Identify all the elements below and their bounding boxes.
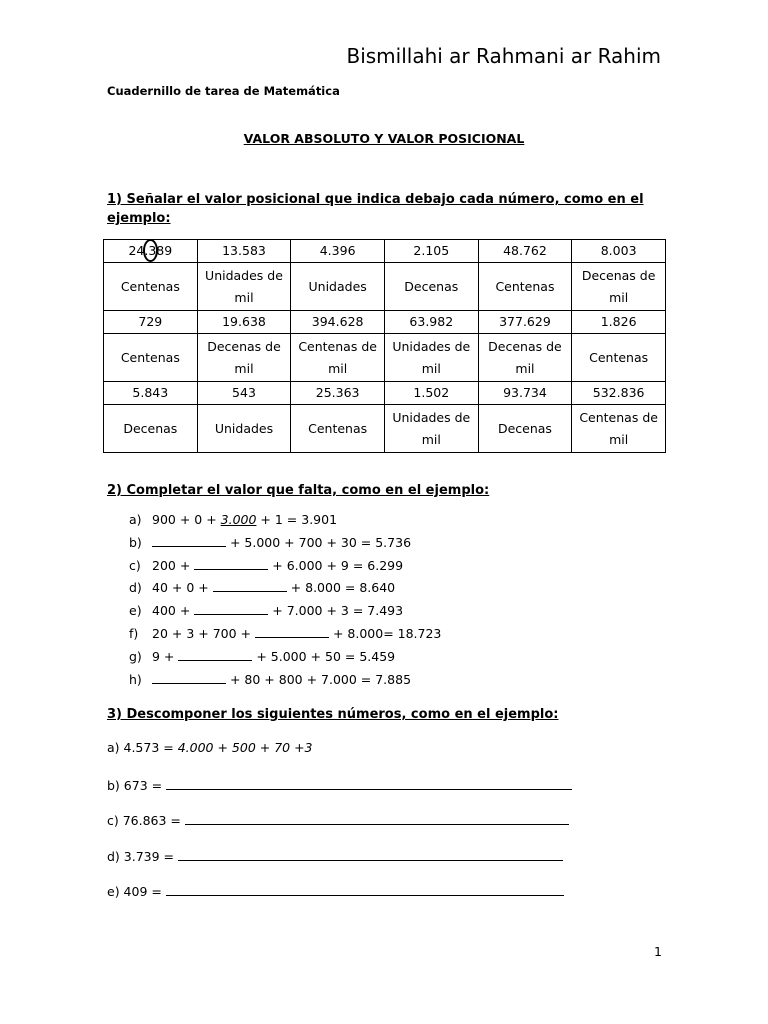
decomposition-label: b) 673 =	[107, 778, 167, 793]
table-cell: 63.982	[384, 311, 478, 334]
item-before: 9 +	[152, 648, 179, 664]
table-cell: 394.628	[291, 311, 385, 334]
notebook-subtitle: Cuadernillo de tarea de Matemática	[107, 84, 340, 98]
decomposition-item	[107, 776, 572, 793]
table-cell: 13.583	[197, 240, 291, 263]
item-before: 200 +	[152, 557, 195, 573]
item-after: + 1 = 3.901	[256, 512, 338, 527]
decomposition-item	[107, 811, 569, 828]
table-row-positions	[104, 334, 666, 382]
section-2-heading: 2) Completar el valor que falta, como en el ejemplo:	[107, 483, 490, 498]
table-cell: Unidades	[291, 263, 385, 311]
table-cell: Decenas de mil	[572, 263, 666, 311]
answer-blank[interactable]	[185, 811, 569, 825]
table-cell: 2.105	[384, 240, 478, 263]
answer-blank[interactable]	[166, 882, 564, 896]
table-cell: Centenas de mil	[291, 334, 385, 382]
list-item	[129, 600, 441, 623]
table-cell: 543	[197, 382, 291, 405]
answer-blank[interactable]	[178, 647, 252, 661]
item-letter: b)	[129, 534, 142, 550]
item-before: 900 + 0 +	[152, 512, 221, 527]
completion-list	[129, 509, 441, 691]
decomposition-example	[107, 740, 313, 755]
table-cell: 1.502	[384, 382, 478, 405]
page-header: Bismillahi ar Rahmani ar Rahim	[346, 44, 661, 68]
decomposition-item	[107, 847, 563, 864]
table-row-numbers	[104, 240, 666, 263]
table-cell: Unidades de mil	[384, 405, 478, 453]
table-cell: 19.638	[197, 311, 291, 334]
place-value-table	[103, 239, 666, 453]
table-row-positions	[104, 405, 666, 453]
table-cell: Unidades de mil	[197, 263, 291, 311]
table-cell: Centenas de mil	[572, 405, 666, 453]
table-cell: 48.762	[478, 240, 572, 263]
answer-blank[interactable]	[178, 847, 563, 861]
table-cell: Centenas	[478, 263, 572, 311]
decomposition-item	[107, 882, 564, 899]
table-cell: Centenas	[104, 334, 198, 382]
answer-blank[interactable]	[255, 624, 329, 638]
table-cell: Centenas	[572, 334, 666, 382]
table-cell: 8.003	[572, 240, 666, 263]
item-after: + 7.000 + 3 = 7.493	[268, 603, 404, 619]
item-before: 20 + 3 + 700 +	[152, 625, 255, 641]
answer-blank[interactable]	[152, 533, 226, 547]
decomposition-label: e) 409 =	[107, 884, 166, 899]
table-cell: 5.843	[104, 382, 198, 405]
table-cell: Decenas	[104, 405, 198, 453]
answer-blank[interactable]	[213, 578, 287, 592]
list-item	[129, 577, 441, 600]
answer-blank[interactable]	[194, 556, 268, 570]
table-row-positions	[104, 263, 666, 311]
table-cell: 1.826	[572, 311, 666, 334]
table-cell: 729	[104, 311, 198, 334]
list-item	[129, 669, 441, 692]
item-after: + 5.000 + 50 = 5.459	[252, 648, 396, 664]
table-cell: Decenas de mil	[197, 334, 291, 382]
item-letter: e)	[129, 603, 142, 619]
list-item	[129, 623, 441, 646]
item-before: 40 + 0 +	[152, 580, 213, 596]
item-after: + 80 + 800 + 7.000 = 7.885	[226, 671, 412, 687]
page-number: 1	[654, 944, 662, 959]
table-cell: Decenas de mil	[478, 334, 572, 382]
item-letter: h)	[129, 671, 142, 687]
decomposition-label: c) 76.863 =	[107, 813, 185, 828]
table-row-numbers	[104, 311, 666, 334]
page-title: VALOR ABSOLUTO Y VALOR POSICIONAL	[243, 131, 525, 146]
item-letter: f)	[129, 625, 139, 641]
item-letter: g)	[129, 648, 142, 664]
list-item	[129, 646, 441, 669]
table-cell: Decenas	[478, 405, 572, 453]
answer-blank[interactable]	[166, 776, 572, 790]
list-item	[129, 509, 441, 532]
example-answer: 3.000	[220, 512, 257, 527]
item-after: + 5.000 + 700 + 30 = 5.736	[226, 534, 412, 550]
table-cell: 532.836	[572, 382, 666, 405]
decomposition-label: a) 4.573 =	[107, 740, 178, 755]
item-letter: d)	[129, 580, 142, 596]
table-cell: Decenas	[384, 263, 478, 311]
item-after: + 8.000= 18.723	[328, 625, 442, 641]
example-answer: 4.000 + 500 + 70 +3	[177, 740, 313, 755]
table-cell: 4.396	[291, 240, 385, 263]
item-before: 400 +	[152, 603, 195, 619]
table-cell: 24.389	[104, 240, 198, 263]
item-after: + 8.000 = 8.640	[286, 580, 396, 596]
section-1-heading: 1) Señalar el valor posicional que indica debajo cada número, como en el ejemplo:	[107, 192, 644, 226]
answer-blank[interactable]	[152, 670, 226, 684]
table-cell: Centenas	[291, 405, 385, 453]
table-cell: Unidades de mil	[384, 334, 478, 382]
list-item	[129, 555, 441, 578]
table-cell: 377.629	[478, 311, 572, 334]
decomposition-label: d) 3.739 =	[107, 849, 178, 864]
item-letter: a)	[129, 512, 142, 527]
table-cell: Unidades	[197, 405, 291, 453]
answer-blank[interactable]	[194, 601, 268, 615]
table-row-numbers	[104, 382, 666, 405]
table-cell: Centenas	[104, 263, 198, 311]
table-cell: 25.363	[291, 382, 385, 405]
item-letter: c)	[129, 557, 141, 573]
section-3-heading: 3) Descomponer los siguientes números, como en el ejemplo:	[107, 707, 559, 722]
item-after: + 6.000 + 9 = 6.299	[268, 557, 404, 573]
list-item	[129, 532, 441, 555]
table-cell: 93.734	[478, 382, 572, 405]
example-circle-mark	[143, 239, 158, 262]
